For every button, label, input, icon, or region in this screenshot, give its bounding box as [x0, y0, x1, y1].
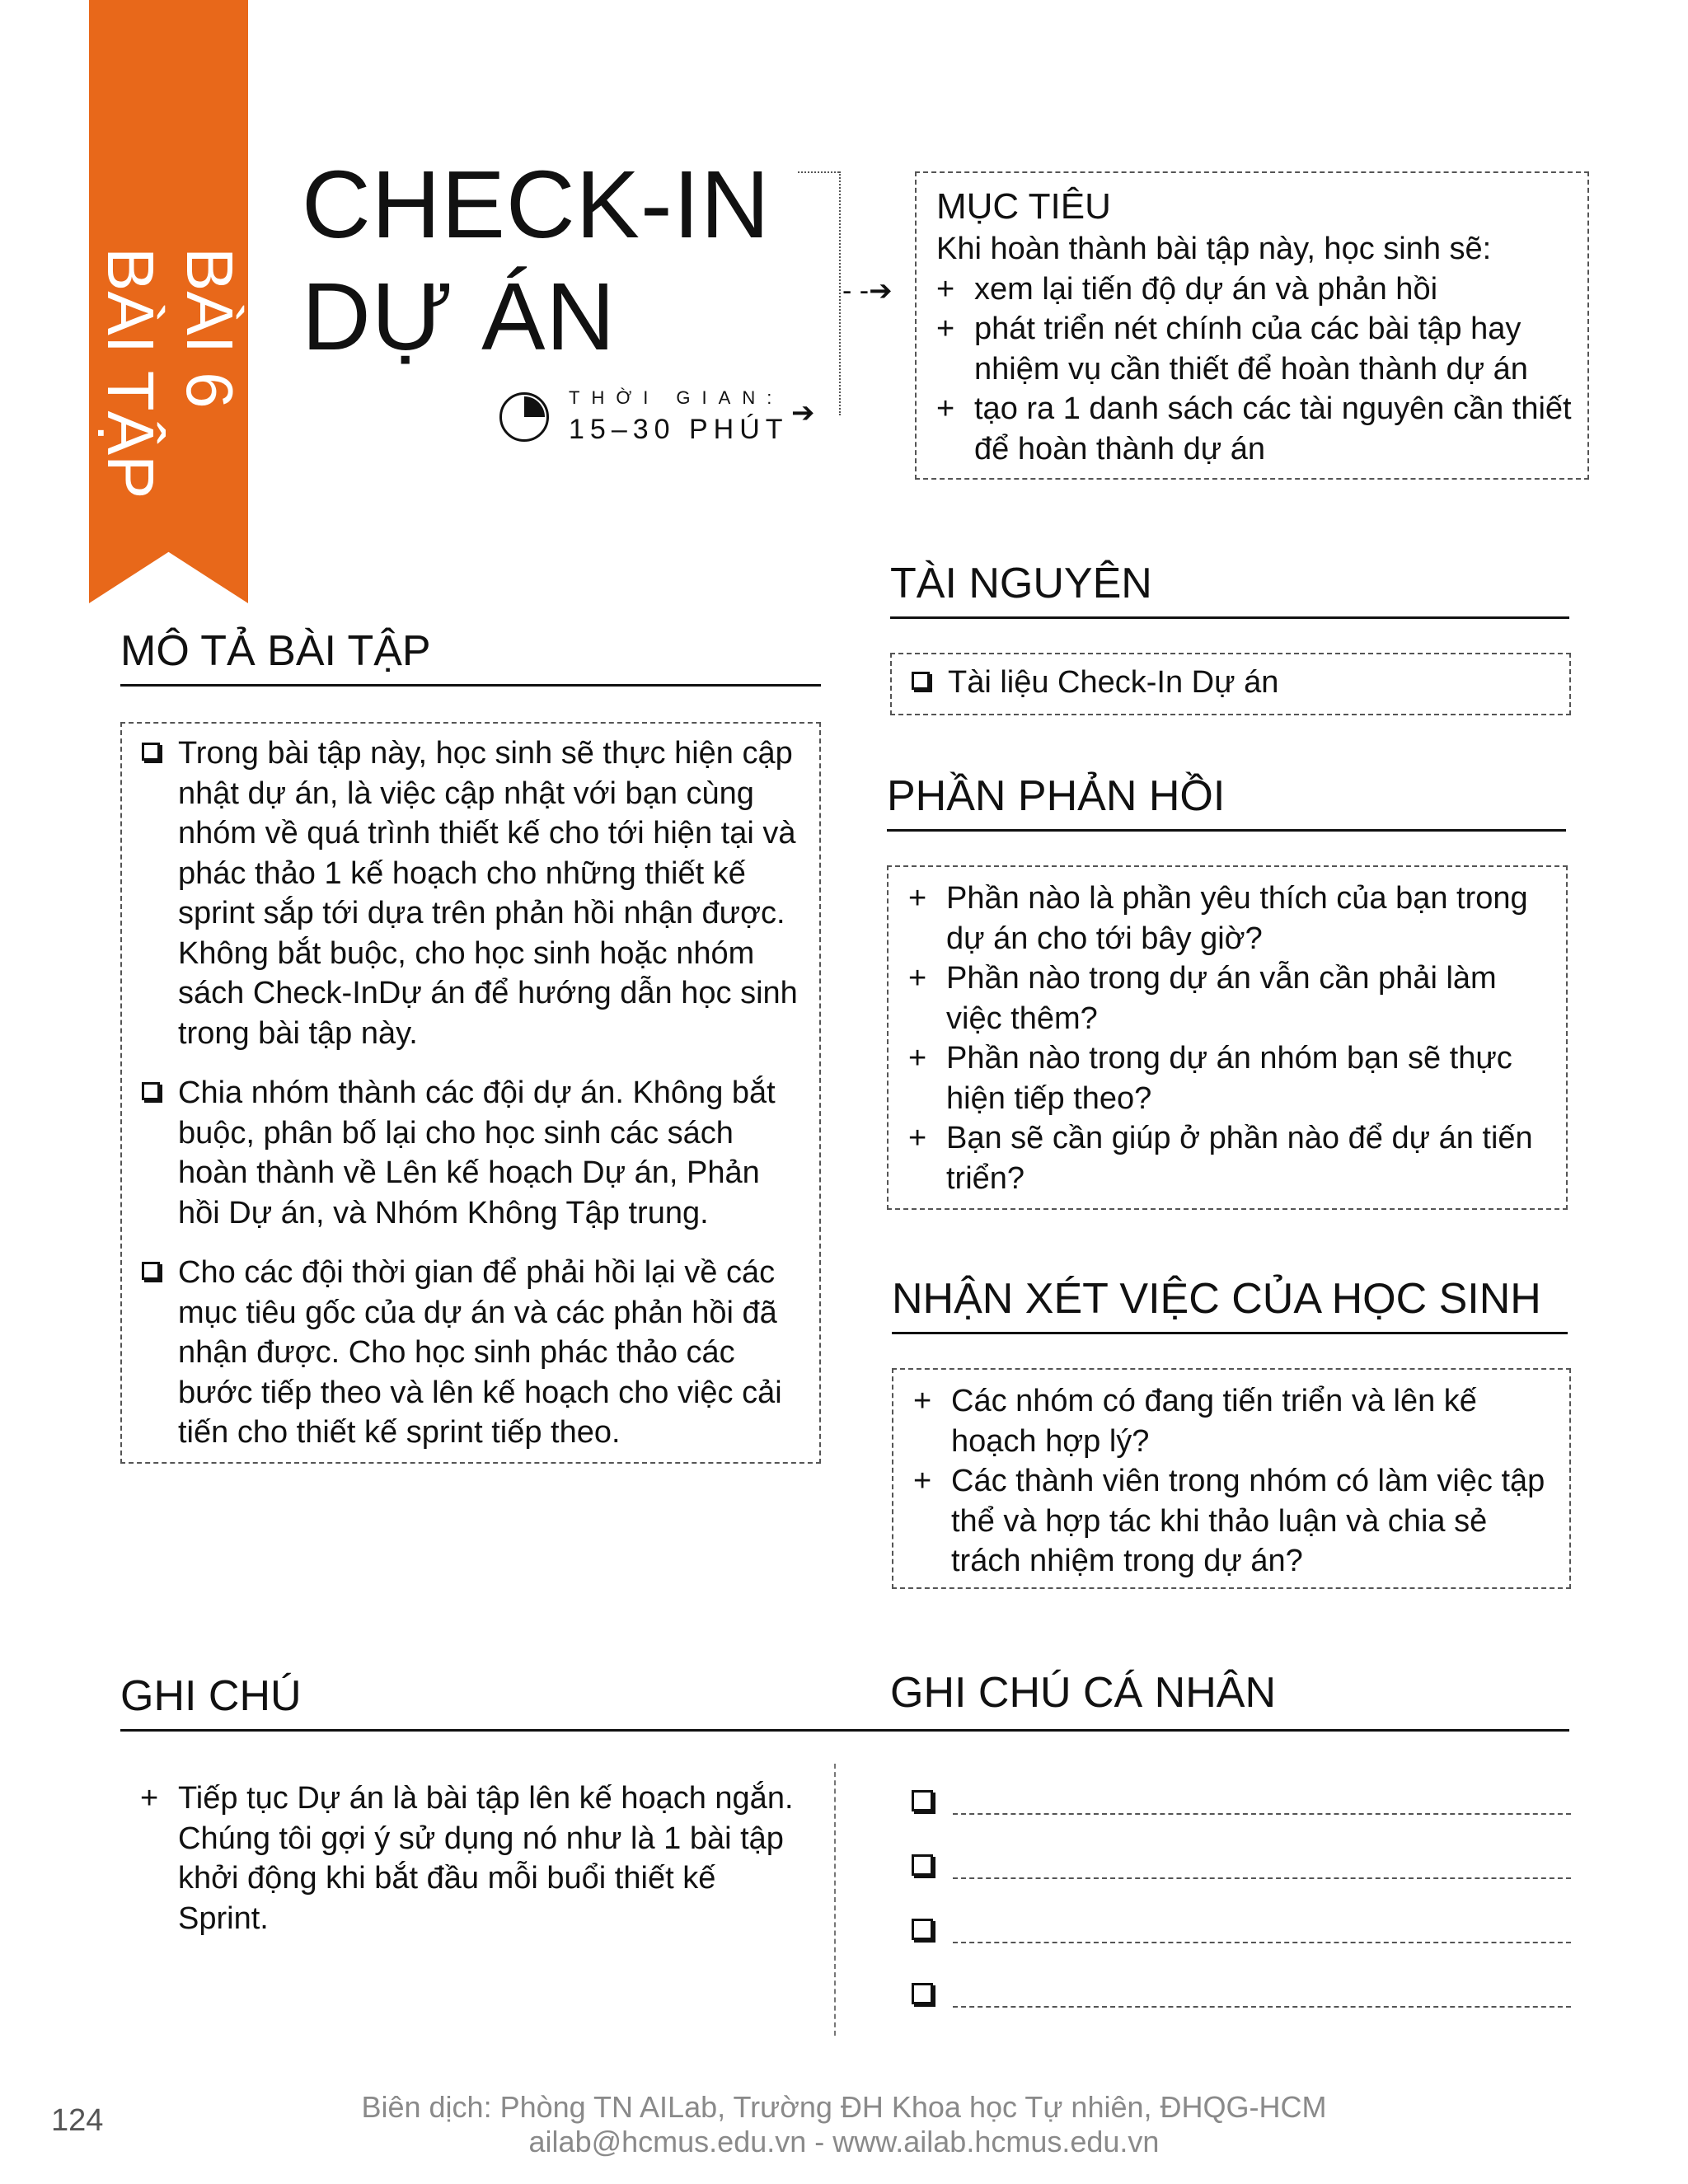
assessment-item: + Các thành viên trong nhóm có làm việc tập thể và hợp tác khi thảo luận và chia sẻ trách nhiệm trong dự án? [913, 1461, 1556, 1582]
clock-icon [499, 392, 549, 442]
notes-heading: GHI CHÚ [120, 1672, 302, 1720]
assessment-item: + Các nhóm có đang tiến triển và lên kế hoạch hợp lý? [913, 1381, 1556, 1461]
title-line-1: CHECK-IN [302, 151, 771, 258]
description-item: Trong bài tập này, học sinh sẽ thực hiện cập nhật dự án, là việc cập nhật với bạn cùng nhóm về quá trình thiết kế cho tới hiện tại và phác thảo 1 kế hoạch cho những thiết kế sprint sắp tới dựa trên phản hồi nhận được. Không bắt buộc, cho học sinh hoặc nhóm sách Check-InDự án để hướng dẫn học sinh trong bài tập này. [142, 733, 801, 1053]
feedback-item: + Phần nào là phần yêu thích của bạn trong dự án cho tới bây giờ? [908, 879, 1551, 958]
column-divider [834, 1764, 836, 2036]
time-value: 15–30 PHÚT [569, 414, 789, 445]
personal-notes-heading: GHI CHÚ CÁ NHÂN [890, 1669, 1277, 1717]
description-box [120, 722, 821, 1464]
title-line-2: DỰ ÁN [302, 263, 617, 370]
checkbox-icon[interactable] [912, 1919, 933, 1940]
resource-item: Tài liệu Check-In Dự án [912, 663, 1546, 703]
section-divider [120, 1729, 1569, 1732]
objectives-intro: Khi hoàn thành bài tập này, học sinh sẽ: [936, 232, 1492, 266]
assessment-heading: NHẬN XÉT VIỆC CỦA HỌC SINH [892, 1275, 1541, 1323]
checkbox-icon [142, 743, 160, 761]
feedback-heading: PHẦN PHẢN HỒI [887, 772, 1226, 820]
page-title [302, 148, 771, 373]
description-item: Cho các đội thời gian để phải hồi lại về các mục tiêu gốc của dự án và các phản hồi đã nhận được. Cho học sinh phác thảo các bước tiếp theo và lên kế hoạch cho việc cải tiến cho thiết kế sprint tiếp theo. [142, 1253, 801, 1453]
objective-item: + xem lại tiến độ dự án và phản hồi [936, 269, 1579, 310]
section-divider [887, 829, 1566, 832]
personal-note-line[interactable] [912, 1915, 1571, 1948]
checkbox-icon [142, 1262, 160, 1280]
note-item: + Tiếp tục Dự án là bài tập lên kế hoạch ngắn. Chúng tôi gợi ý sử dụng nó như là 1 bài tập khởi động khi bắt đầu mỗi buổi thiết kế Sprint. [140, 1779, 809, 1938]
personal-note-line[interactable] [912, 1980, 1571, 2013]
ribbon-line-2: BÀI TẬP [94, 247, 167, 499]
checkbox-icon[interactable] [912, 1983, 933, 2004]
section-divider [120, 684, 821, 687]
checkbox-icon[interactable] [912, 1854, 933, 1876]
section-divider [890, 616, 1569, 619]
assessment-box [892, 1368, 1571, 1589]
footer-credit: Biên dịch: Phòng TN AILab, Trường ĐH Khoa học Tự nhiên, ĐHQG-HCM [361, 2090, 1327, 2124]
personal-note-line[interactable] [912, 1851, 1571, 1884]
description-heading: MÔ TẢ BÀI TẬP [120, 627, 431, 675]
feedback-item: + Phần nào trong dự án nhóm bạn sẽ thực hiện tiếp theo? [908, 1038, 1551, 1118]
feedback-box [887, 865, 1568, 1210]
objectives-heading: MỤC TIÊU [936, 186, 1111, 227]
objective-item: + phát triển nét chính của các bài tập hay nhiệm vụ cần thiết để hoàn thành dự án [936, 309, 1579, 389]
resources-box [890, 653, 1571, 715]
page-number: 124 [51, 2103, 104, 2138]
time-label: THỜI GIAN: [569, 387, 784, 408]
resources-heading: TÀI NGUYÊN [890, 560, 1152, 607]
personal-note-line[interactable] [912, 1787, 1571, 1820]
ribbon-line-1: BÀI 6 [173, 247, 246, 409]
objectives-box [915, 171, 1589, 480]
arrow-right-icon: - -➔ [842, 275, 893, 307]
arrow-left-icon: ➔ [791, 397, 815, 429]
objective-item: + tạo ra 1 danh sách các tài nguyên cần thiết để hoàn thành dự án [936, 389, 1579, 469]
checkbox-icon [142, 1082, 160, 1100]
checkbox-icon[interactable] [912, 1790, 933, 1811]
checkbox-icon [912, 672, 930, 690]
section-divider [892, 1332, 1568, 1334]
connector-line [798, 171, 839, 173]
ribbon-label [91, 247, 249, 499]
description-item: Chia nhóm thành các đội dự án. Không bắt buộc, phân bố lại cho học sinh các sách hoàn thành về Lên kế hoạch Dự án, Phản hồi Dự án, và Nhóm Không Tập trung. [142, 1073, 801, 1233]
feedback-item: + Phần nào trong dự án vẫn cần phải làm việc thêm? [908, 958, 1551, 1038]
footer-contact: ailab@hcmus.edu.vn - www.ailab.hcmus.edu.vn [528, 2125, 1160, 2158]
connector-line [839, 171, 841, 415]
feedback-item: + Bạn sẽ cần giúp ở phần nào để dự án tiến triển? [908, 1118, 1551, 1198]
